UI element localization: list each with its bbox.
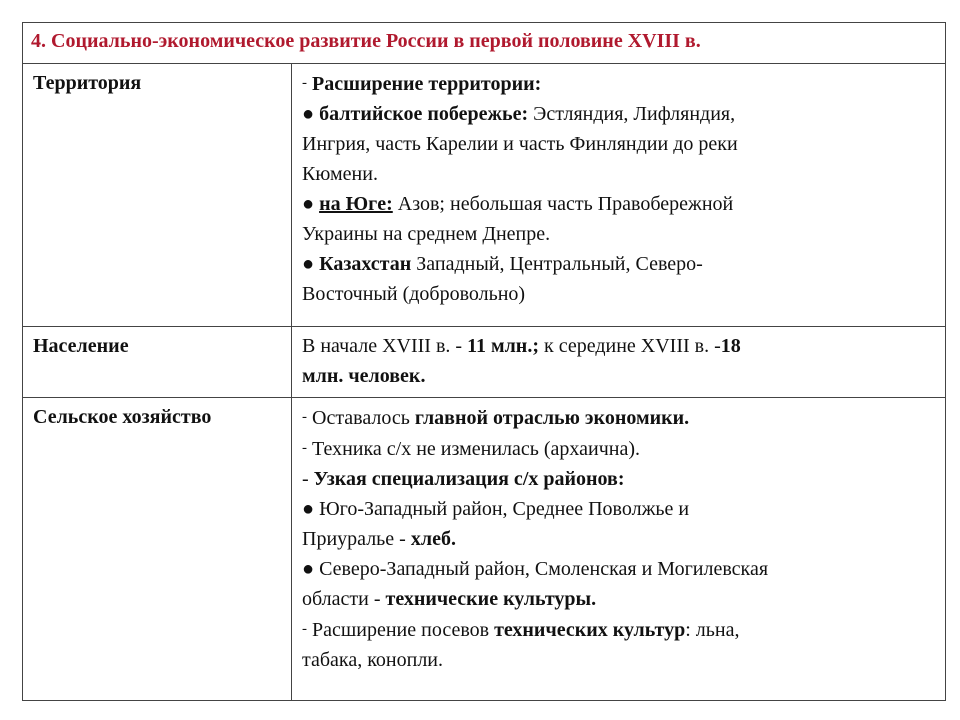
content-line: Ингрия, часть Карелии и часть Финляндии до реки [302,133,738,155]
content-line: Приуралье - хлеб. [302,528,456,550]
content-line: млн. человек. [302,365,426,387]
table-title: 4. Социально-экономическое развитие России в первой половине XVIII в. [22,22,946,64]
content-line: ● Северо-Западный район, Смоленская и Могилевская [302,558,769,580]
row-content-population [292,327,946,398]
bullet-icon: ● [302,193,315,215]
content-line: - Расширение посевов технических культур: льна, [302,619,740,641]
bullet-icon: ● [302,253,315,275]
row-content-territory [292,64,946,327]
bullet-icon: ● [302,498,315,520]
content-line: области - технические культуры. [302,588,597,610]
content-line: Украины на среднем Днепре. [302,223,551,245]
bullet-icon: ● [302,103,315,125]
content-line: Восточный (добровольно) [302,283,526,305]
content-line: В начале XVIII в. - 11 млн.; к середине XVIII в. -18 [302,335,741,357]
row-label-agriculture: Сельское хозяйство [23,398,292,701]
content-line: ● на Югe: Азов; небольшая часть Правобережной [302,193,734,215]
row-label-territory: Территория [23,64,292,327]
content-line: ● балтийское побережье: Эстляндия, Лифляндия, [302,103,736,125]
content-line: Кюмени. [302,163,378,185]
content-line: - Оставалось главной отраслью экономики. [302,407,690,429]
row-label-population: Население [23,327,292,398]
table-row-population [23,327,946,398]
content-line: ● Казахстан Западный, Центральный, Северо- [302,253,703,275]
content-line: ● Юго-Западный район, Среднее Поволжье и [302,498,690,520]
row-content-agriculture [292,398,946,701]
slide [22,22,946,702]
table-row-agriculture [23,398,946,701]
table-row-territory [23,64,946,327]
content-line: - Узкая специализация с/х районов: [302,468,625,490]
bullet-icon: ● [302,558,315,580]
content-line: - Расширение территории: [302,73,542,95]
info-table [22,63,946,701]
content-line: - Техника с/х не изменилась (архаична). [302,438,641,460]
content-line: табака, конопли. [302,649,443,671]
